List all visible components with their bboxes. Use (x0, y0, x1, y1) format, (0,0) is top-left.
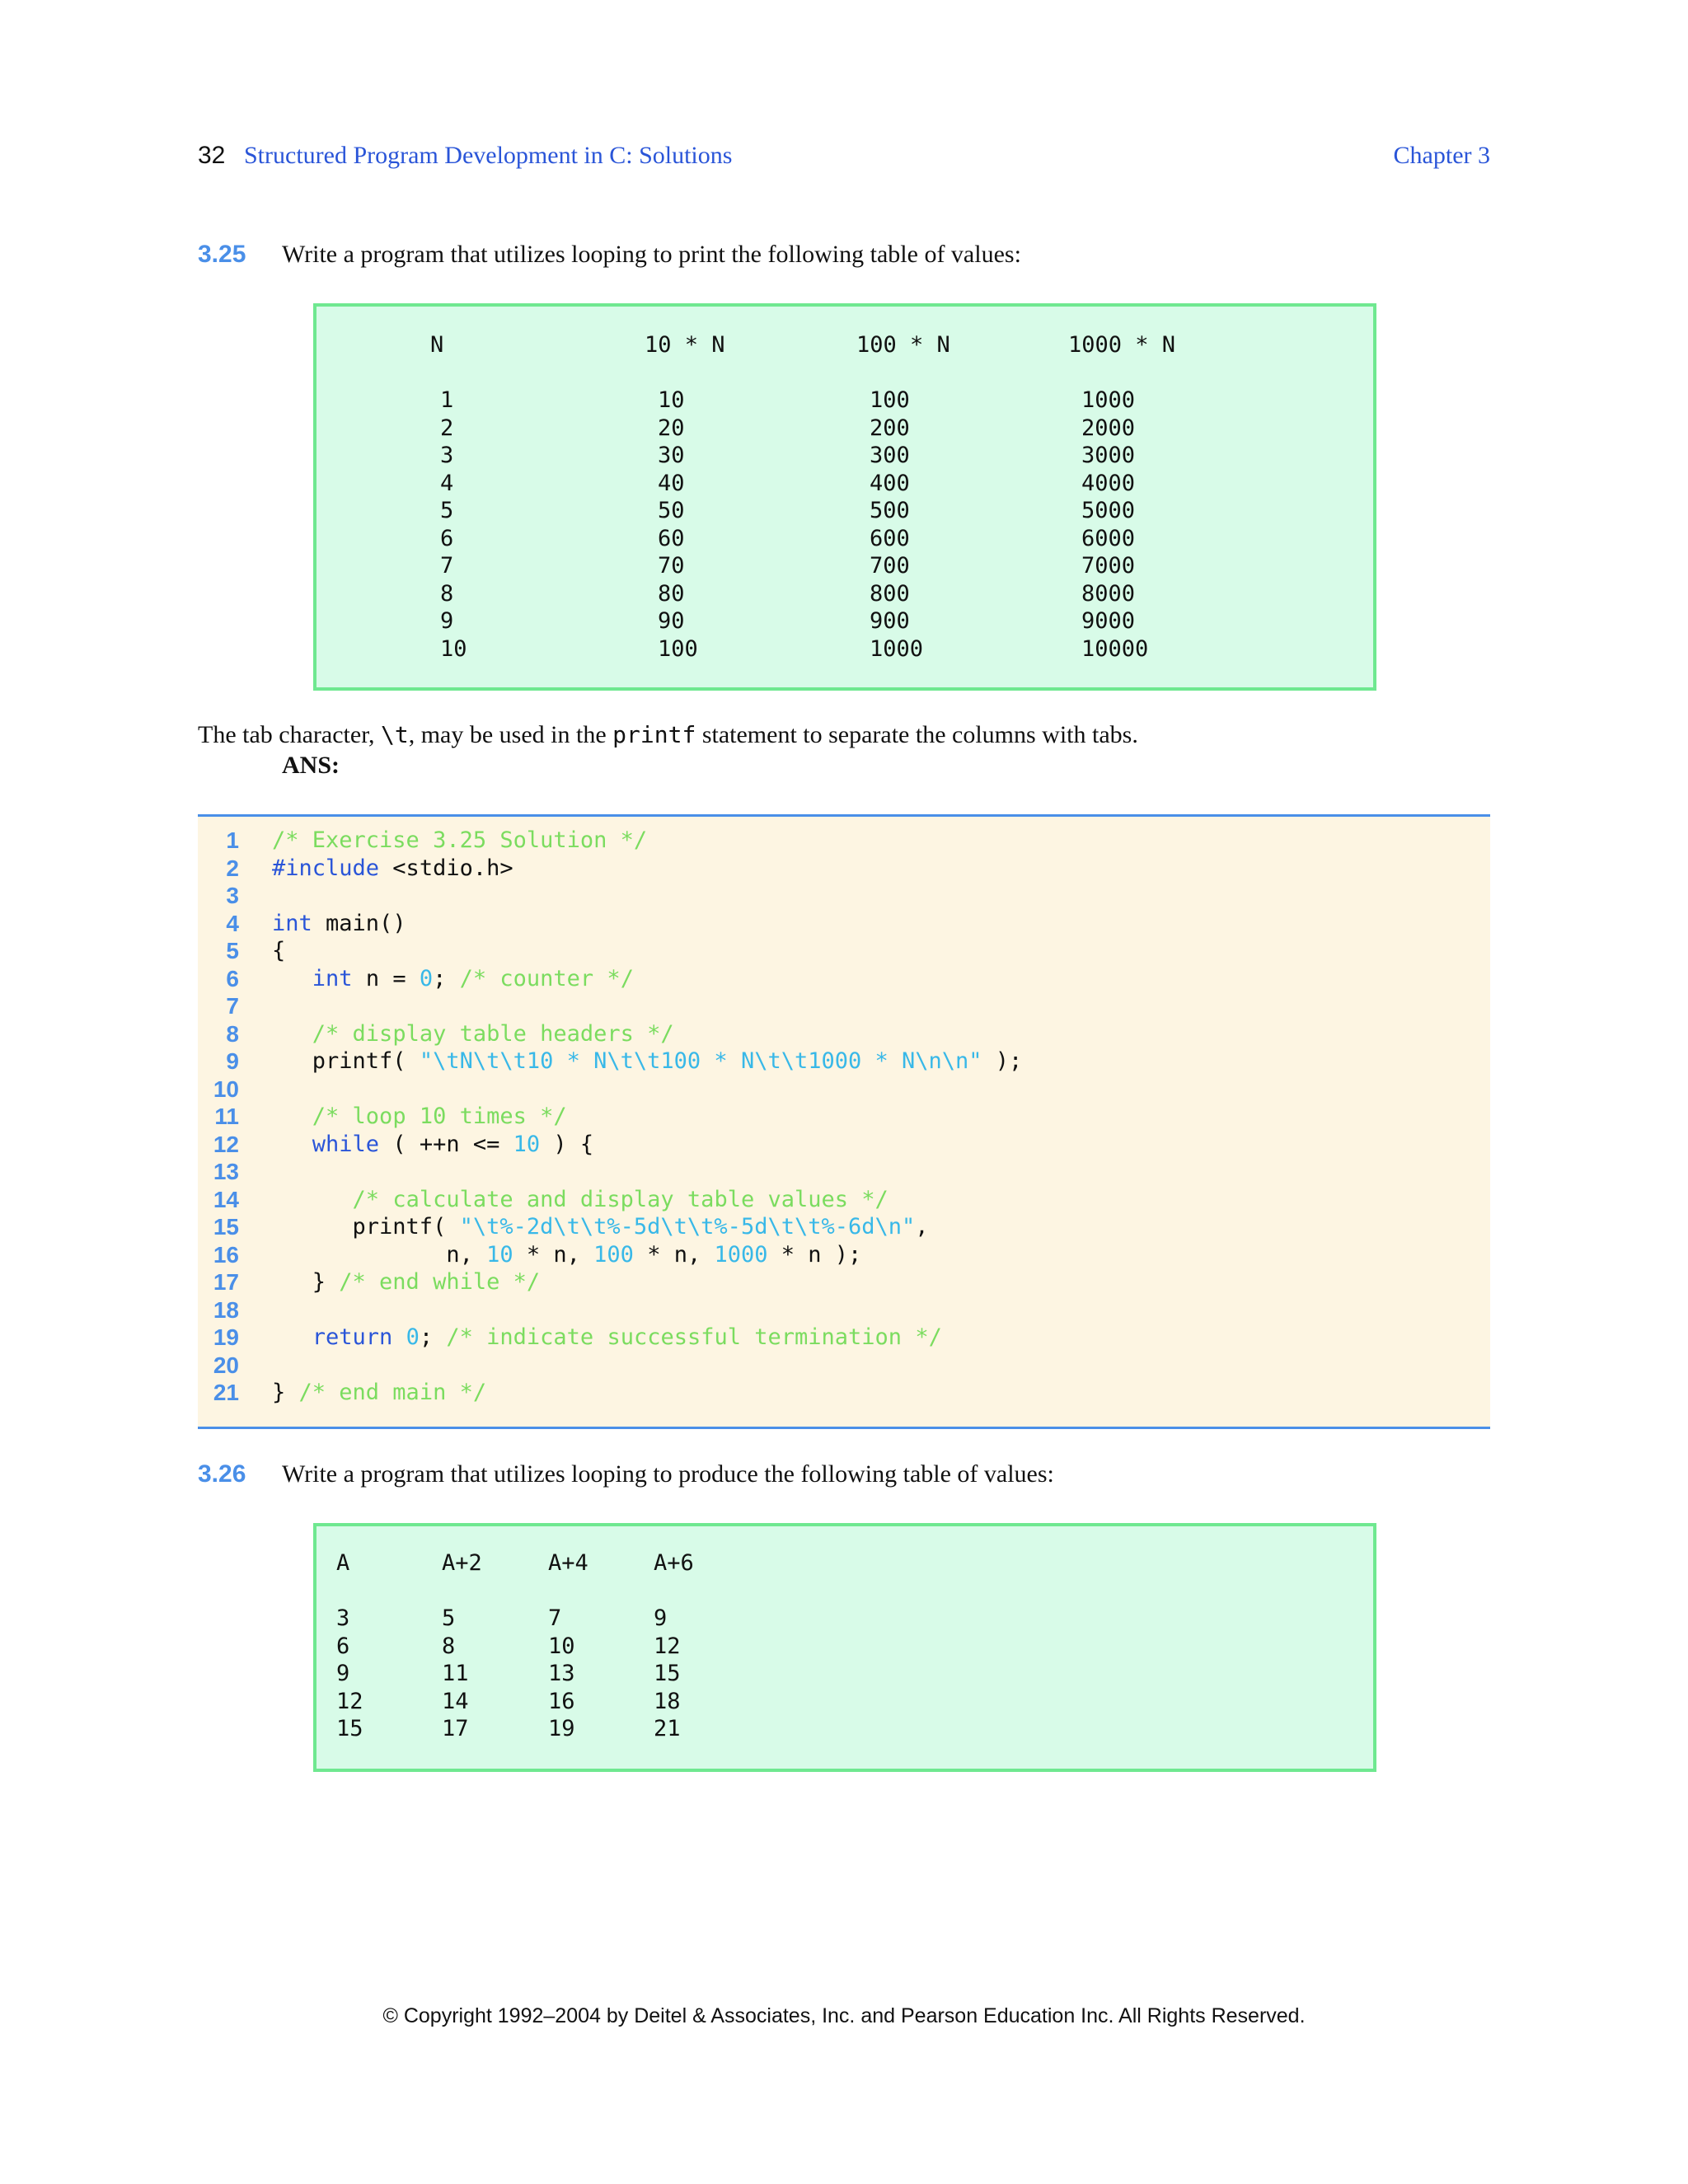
line-number: 9 (226, 1048, 239, 1074)
code-text (272, 855, 513, 883)
exercise-prompt-326: Write a program that utilizes looping to produce the following table of values: (282, 1460, 1054, 1488)
code-token-plain: } (272, 1269, 340, 1295)
code-text (272, 1103, 567, 1131)
table-325-header-3: 1000 * N (1068, 332, 1176, 358)
code-text (272, 1324, 942, 1352)
code-token-num: 0 (406, 1324, 420, 1350)
tab-note-code-t: \t (380, 721, 409, 748)
code-line (198, 1352, 1484, 1380)
code-token-plain: n = (352, 965, 420, 991)
table-326-cell: 6 (336, 1633, 350, 1659)
line-number: 12 (213, 1131, 239, 1157)
table-325-cell: 100 (658, 635, 698, 662)
table-325-cell: 60 (658, 525, 685, 551)
table-325-cell: 300 (870, 443, 910, 468)
exercise-prompt-325: Write a program that utilizes looping to print the following table of values: (282, 241, 1021, 268)
table-325-cell: 800 (870, 580, 910, 607)
table-325-cell: 7 (440, 553, 454, 579)
table-326-cell: 9 (336, 1661, 350, 1686)
running-header-title: Structured Program Development in C: Solutions (244, 142, 733, 169)
code-token-plain: printf( (272, 1214, 460, 1240)
code-token-plain: * n ); (767, 1241, 862, 1268)
code-line (198, 1076, 1484, 1104)
code-token-plain: * n, (633, 1241, 715, 1268)
code-text (272, 1241, 861, 1269)
table-325-cell: 700 (870, 553, 910, 579)
line-number: 8 (226, 1020, 239, 1047)
table-326-cell: 7 (548, 1605, 562, 1631)
code-line (198, 910, 1484, 938)
code-token-plain: ; (433, 965, 460, 991)
line-number: 11 (214, 1104, 239, 1129)
code-text (272, 1186, 889, 1214)
code-text (272, 910, 406, 938)
code-token-comment: /* counter */ (459, 965, 634, 991)
code-token-kw: while (312, 1131, 380, 1157)
table-325-cell: 4 (440, 470, 454, 496)
table-325-cell: 100 (870, 387, 910, 413)
code-line (198, 1047, 1484, 1076)
line-number: 17 (213, 1269, 239, 1295)
code-token-plain: ) { (540, 1131, 594, 1157)
tab-note-post: statement to separate the columns with tabs. (696, 721, 1138, 748)
code-text (272, 965, 634, 993)
code-line (198, 1324, 1484, 1352)
table-325-header-1: 10 * N (645, 332, 725, 358)
code-line (198, 855, 1484, 883)
code-line (198, 1241, 1484, 1269)
table-326-header-2: A+4 (548, 1550, 588, 1576)
code-token-plain: <stdio.h> (379, 855, 513, 881)
table-325-cell: 8000 (1081, 580, 1136, 607)
table-325-cell: 9 (440, 608, 454, 634)
line-number: 10 (213, 1076, 239, 1102)
table-326-cell: 3 (336, 1605, 350, 1631)
line-number: 18 (213, 1296, 239, 1323)
code-token-plain: n, (272, 1241, 487, 1268)
line-number: 15 (213, 1214, 239, 1240)
table-326-cell: 17 (442, 1716, 469, 1741)
table-325-cell: 30 (658, 443, 685, 468)
code-token-plain (272, 1021, 312, 1047)
code-line (198, 827, 1484, 855)
code-token-plain: ; (419, 1324, 447, 1350)
table-325-cell: 5 (440, 498, 454, 523)
line-number: 21 (213, 1380, 239, 1405)
line-number: 1 (226, 827, 239, 853)
table-325-cell: 3000 (1081, 443, 1136, 468)
exercise-number-325: 3.25 (198, 241, 246, 268)
table-326-cell: 11 (442, 1661, 469, 1686)
code-token-comment: /* end main */ (298, 1380, 487, 1405)
code-line (198, 1296, 1484, 1324)
table-326-cell: 8 (442, 1633, 456, 1659)
code-token-comment: /* display table headers */ (312, 1020, 674, 1047)
code-token-comment: /* loop 10 times */ (312, 1104, 567, 1129)
table-325-cell: 2000 (1081, 415, 1136, 441)
table-325-cell: 10 (658, 387, 685, 413)
table-325-cell: 1 (440, 387, 454, 413)
exercise-number-326: 3.26 (198, 1460, 246, 1488)
line-number: 6 (226, 965, 239, 991)
code-text (272, 1131, 593, 1159)
table-325-cell: 10000 (1081, 635, 1149, 662)
code-line (198, 1268, 1484, 1296)
running-header-chapter: Chapter 3 (1393, 142, 1490, 169)
table-325-cell: 1000 (870, 635, 924, 662)
table-325-cell: 1000 (1081, 387, 1136, 413)
code-token-kw: return (312, 1324, 393, 1350)
table-325-cell: 2 (440, 415, 454, 441)
table-325-cell: 400 (870, 470, 910, 496)
page-number: 32 (198, 142, 226, 169)
code-token-kw: int (312, 965, 353, 991)
code-line (198, 882, 1484, 910)
code-token-plain: , (915, 1214, 929, 1240)
code-token-plain: printf( (272, 1048, 420, 1074)
line-number: 4 (226, 910, 239, 936)
table-326-cell: 16 (548, 1688, 575, 1714)
code-token-num: 1000 (714, 1241, 768, 1268)
table-325-cell: 10 (440, 635, 467, 662)
table-326-cell: 12 (336, 1688, 363, 1714)
tab-note-code-printf: printf (612, 721, 696, 748)
table-326-header-0: A (336, 1550, 350, 1576)
table-326-cell: 10 (548, 1633, 575, 1659)
table-326-cell: 18 (654, 1688, 681, 1714)
code-token-plain (272, 1187, 353, 1212)
tab-note (198, 721, 1138, 749)
code-token-plain: main() (312, 910, 406, 936)
table-326-cell: 9 (654, 1605, 668, 1631)
line-number: 13 (213, 1159, 239, 1184)
code-token-plain (272, 1132, 312, 1157)
code-text (272, 937, 285, 965)
table-325-cell: 8 (440, 580, 454, 607)
line-number: 14 (213, 1186, 239, 1212)
table-325-header-0: N (430, 332, 444, 358)
code-line (198, 1186, 1484, 1214)
code-token-num: 0 (419, 965, 434, 991)
code-token-plain (272, 966, 312, 991)
code-line (198, 937, 1484, 965)
line-number: 2 (226, 855, 239, 881)
code-listing (198, 814, 1490, 1429)
table-326-header-3: A+6 (654, 1550, 694, 1576)
ans-label: ANS: (282, 752, 340, 779)
code-text (272, 827, 647, 855)
code-token-comment: /* calculate and display table values */ (352, 1186, 889, 1212)
tab-note-mid: , may be used in the (408, 721, 613, 748)
code-text (272, 1047, 1022, 1076)
code-token-num: 10 (486, 1241, 513, 1268)
table-325-cell: 6000 (1081, 525, 1136, 551)
table-325-cell: 7000 (1081, 553, 1136, 579)
line-number: 19 (213, 1324, 239, 1350)
table-326-cell: 12 (654, 1633, 681, 1659)
code-line (198, 1379, 1484, 1407)
output-table-325 (313, 303, 1376, 691)
code-text (272, 1379, 486, 1407)
code-line (198, 992, 1484, 1020)
code-token-plain (272, 1104, 312, 1129)
tab-note-pre: The tab character, (198, 721, 381, 748)
code-token-num: 10 (513, 1131, 541, 1157)
table-325-cell: 9000 (1081, 608, 1136, 634)
table-325-header-2: 100 * N (856, 332, 950, 358)
code-token-num: 100 (593, 1241, 634, 1268)
code-token-plain: } (272, 1380, 299, 1405)
code-token-plain: ); (982, 1048, 1023, 1074)
code-token-plain: * n, (513, 1241, 594, 1268)
table-325-cell: 6 (440, 525, 454, 551)
code-line (198, 965, 1484, 993)
table-325-cell: 200 (870, 415, 910, 441)
line-number: 7 (226, 993, 239, 1019)
line-number: 3 (226, 883, 239, 908)
table-326-cell: 19 (548, 1716, 575, 1741)
table-325-cell: 3 (440, 443, 454, 468)
table-326-cell: 13 (548, 1661, 575, 1686)
code-token-comment: /* end while */ (339, 1269, 541, 1295)
code-token-comment: /* Exercise 3.25 Solution */ (272, 827, 648, 853)
table-326-cell: 14 (442, 1688, 469, 1714)
line-number: 16 (213, 1241, 239, 1268)
code-token-plain (392, 1324, 406, 1350)
code-line (198, 1131, 1484, 1159)
code-token-kw: int (272, 910, 312, 936)
table-325-cell: 50 (658, 498, 685, 523)
table-326-cell: 15 (654, 1661, 681, 1686)
copyright-footer: © Copyright 1992–2004 by Deitel & Associates, Inc. and Pearson Education Inc. All Rights Reserved. (382, 2004, 1306, 2027)
table-326-cell: 21 (654, 1716, 681, 1741)
code-token-kw: #include (272, 855, 380, 881)
code-token-str: "\t%-2d\t\t%-5d\t\t%-5d\t\t%-6d\n" (459, 1214, 916, 1240)
table-326-cell: 15 (336, 1716, 363, 1741)
line-number: 20 (213, 1352, 239, 1378)
code-text (272, 1268, 540, 1296)
code-line (198, 1103, 1484, 1131)
table-325-cell: 40 (658, 470, 685, 496)
table-325-cell: 80 (658, 580, 685, 607)
code-line (198, 1158, 1484, 1186)
table-325-cell: 600 (870, 525, 910, 551)
code-line (198, 1213, 1484, 1241)
table-325-cell: 90 (658, 608, 685, 634)
table-325-cell: 5000 (1081, 498, 1136, 523)
code-token-plain: { (272, 938, 286, 963)
table-325-cell: 20 (658, 415, 685, 441)
output-table-326 (313, 1523, 1376, 1772)
code-token-comment: /* indicate successful termination */ (446, 1324, 942, 1350)
code-token-plain: ( ++n <= (379, 1131, 513, 1157)
code-token-str: "\tN\t\t10 * N\t\t100 * N\t\t1000 * N\n\n" (419, 1048, 982, 1074)
table-326-cell: 5 (442, 1605, 456, 1631)
code-text (272, 1020, 674, 1048)
line-number: 5 (226, 938, 239, 963)
table-325-cell: 4000 (1081, 470, 1136, 496)
table-325-cell: 500 (870, 498, 910, 523)
table-325-cell: 900 (870, 608, 910, 634)
code-token-plain (272, 1324, 312, 1350)
table-326-header-1: A+2 (442, 1550, 482, 1576)
code-text (272, 1213, 929, 1241)
code-line (198, 1020, 1484, 1048)
table-325-cell: 70 (658, 553, 685, 579)
